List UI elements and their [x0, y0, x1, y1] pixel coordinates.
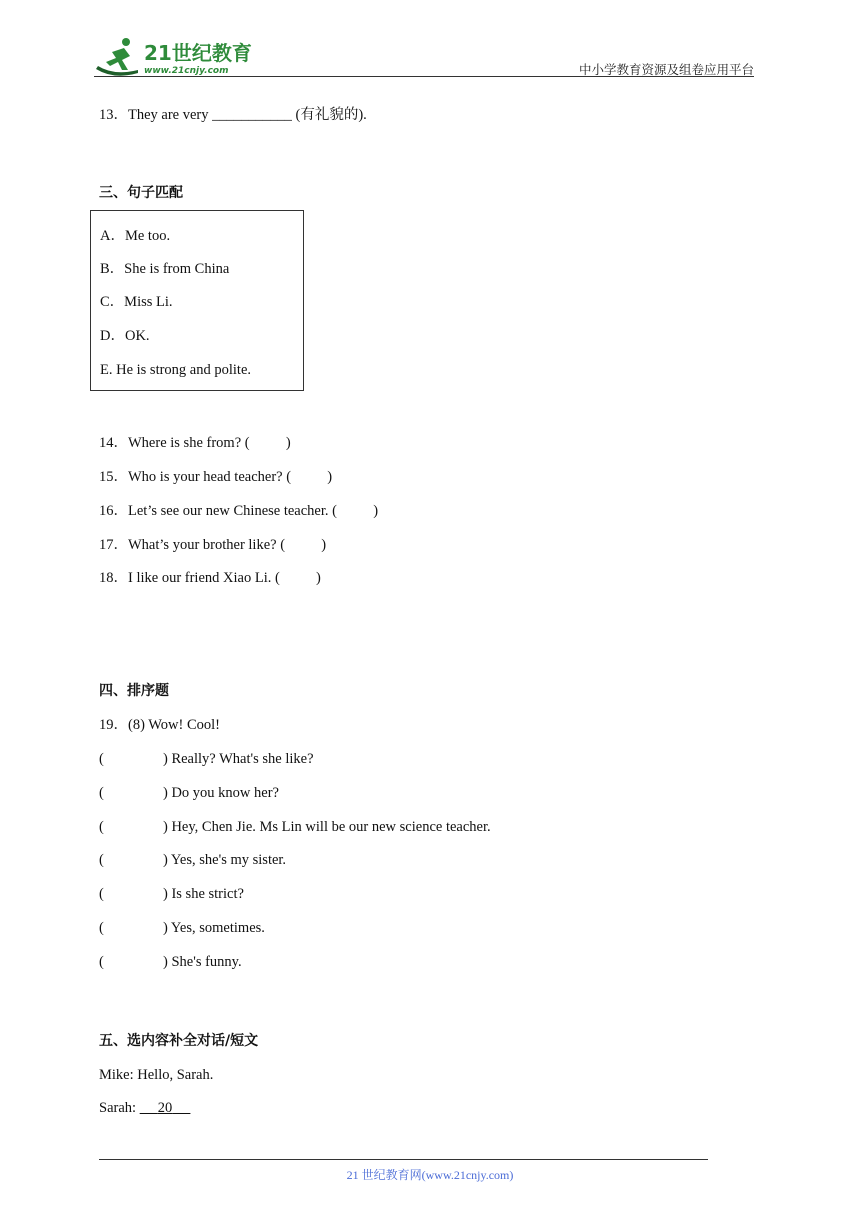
- section-4-title: 四、排序题: [99, 683, 169, 699]
- question-16: 16．Let’s see our new Chinese teacher. ( ): [99, 503, 379, 519]
- section-5-title: 五、选内容补全对话/短文: [99, 1033, 259, 1049]
- option-e: E. He is strong and polite.: [100, 362, 252, 378]
- order-item: ( ) She's funny.: [99, 954, 242, 970]
- option-a: A．Me too.: [100, 228, 171, 244]
- site-logo: [94, 36, 264, 78]
- question-13: 13．They are very ___________ (有礼貌的).: [99, 107, 367, 123]
- order-item: ( ) Is she strict?: [99, 886, 244, 902]
- question-19-intro: 19．(8) Wow! Cool!: [99, 717, 220, 733]
- option-c: C．Miss Li.: [100, 294, 173, 310]
- blank-20: 20: [157, 1100, 173, 1116]
- footer-divider: [99, 1159, 708, 1160]
- order-item: ( ) Yes, she's my sister.: [99, 852, 287, 868]
- option-d: D．OK.: [100, 328, 150, 344]
- logo-url: www.21cnjy.com: [144, 66, 229, 76]
- order-item: ( ) Do you know her?: [99, 785, 279, 801]
- dialog-line-mike: Mike: Hello, Sarah.: [99, 1067, 214, 1083]
- header-tagline: 中小学教育资源及组卷应用平台: [578, 62, 754, 77]
- order-item: ( ) Yes, sometimes.: [99, 920, 265, 936]
- logo-text: 21世纪教育: [144, 41, 252, 65]
- order-item: ( ) Really? What's she like?: [99, 751, 314, 767]
- section-3-title: 三、句子匹配: [99, 185, 183, 201]
- option-b: B．She is from China: [100, 261, 230, 277]
- question-14: 14．Where is she from? ( ): [99, 435, 291, 451]
- footer-link[interactable]: 21 世纪教育网(www.21cnjy.com): [346, 1168, 514, 1182]
- dialog-line-sarah: Sarah: 20: [99, 1099, 190, 1117]
- header-divider: [94, 76, 754, 77]
- order-item: ( ) Hey, Chen Jie. Ms Lin will be our new science teacher.: [99, 819, 491, 835]
- matching-options-box: [90, 210, 304, 391]
- question-15: 15．Who is your head teacher? ( ): [99, 469, 333, 485]
- question-18: 18．I like our friend Xiao Li. ( ): [99, 570, 321, 586]
- question-17: 17．What’s your brother like? ( ): [99, 537, 327, 553]
- runner-icon: [96, 38, 138, 76]
